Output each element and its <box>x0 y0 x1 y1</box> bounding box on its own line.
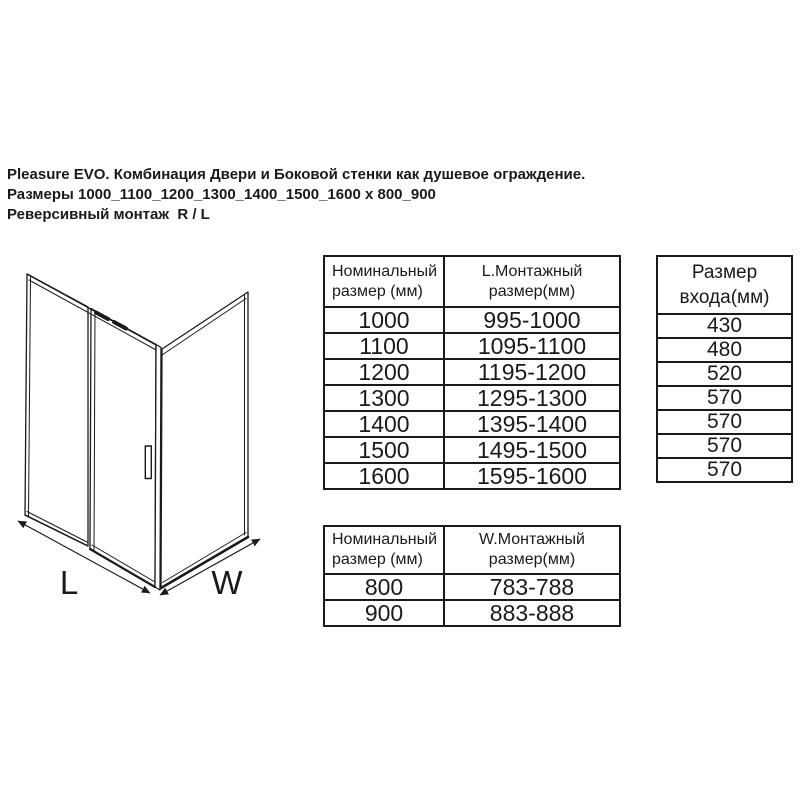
table-row <box>657 434 792 458</box>
length-table-header-nominal: Номинальный размер (мм) <box>324 256 444 307</box>
top-rail-inner <box>29 280 158 351</box>
table-row <box>324 411 620 437</box>
shower-enclosure-diagram <box>10 263 275 608</box>
nominal-size-cell: 1200 <box>324 359 444 385</box>
table-row <box>324 307 620 333</box>
mounting-size-cell: 1195-1200 <box>444 359 620 385</box>
width-dimension-arrow <box>160 539 260 595</box>
fixed-panel <box>25 274 88 546</box>
mounting-size-cell: 783-788 <box>444 574 620 600</box>
table-row <box>324 437 620 463</box>
table-row <box>657 458 792 482</box>
width-table-header-mounting: W.Монтажный размер(мм) <box>444 526 620 574</box>
entrance-size-table <box>656 255 793 483</box>
table-row <box>657 362 792 386</box>
entrance-size-cell: 480 <box>657 338 792 362</box>
table-row <box>657 338 792 362</box>
nominal-size-cell: 800 <box>324 574 444 600</box>
length-table-header-mounting: L.Монтажный размер(мм) <box>444 256 620 307</box>
length-dimension-label: L <box>59 564 79 601</box>
nominal-size-cell: 900 <box>324 600 444 626</box>
table-row <box>324 333 620 359</box>
nominal-size-cell: 1500 <box>324 437 444 463</box>
entrance-size-cell: 570 <box>657 434 792 458</box>
entrance-size-cell: 570 <box>657 410 792 434</box>
mounting-size-cell: 1095-1100 <box>444 333 620 359</box>
width-dimension-label: W <box>211 564 243 601</box>
title-block <box>7 165 585 225</box>
width-table-header-nominal: Номинальный размер (мм) <box>324 526 444 574</box>
table-row <box>657 410 792 434</box>
length-table-header-row <box>324 256 620 307</box>
table-row <box>324 385 620 411</box>
nominal-size-cell: 1100 <box>324 333 444 359</box>
nominal-size-cell: 1400 <box>324 411 444 437</box>
mounting-size-cell: 1395-1400 <box>444 411 620 437</box>
length-dimension-arrow <box>18 521 150 593</box>
mounting-size-cell: 1295-1300 <box>444 385 620 411</box>
table-row <box>324 574 620 600</box>
door-bottom-rail-inner <box>92 545 155 582</box>
entrance-size-cell: 570 <box>657 458 792 482</box>
front-bottom-rail-inner <box>27 512 88 543</box>
mounting-size-cell: 883-888 <box>444 600 620 626</box>
door-handle <box>145 446 151 479</box>
width-table-header-row <box>324 526 620 574</box>
door-bottom-rail <box>90 549 155 587</box>
mounting-size-cell: 1495-1500 <box>444 437 620 463</box>
table-row <box>324 359 620 385</box>
title-line-product: Pleasure EVO. Комбинация Двери и Боковой стенки как душевое ограждение. <box>7 166 586 183</box>
entrance-size-cell: 430 <box>657 314 792 338</box>
mounting-size-cell: 1595-1600 <box>444 463 620 489</box>
entrance-size-cell: 570 <box>657 386 792 410</box>
table-row <box>657 386 792 410</box>
length-size-table <box>323 255 621 490</box>
table-row <box>657 314 792 338</box>
nominal-size-cell: 1000 <box>324 307 444 333</box>
table-row <box>324 600 620 626</box>
side-panel-top-inner <box>162 299 246 356</box>
width-size-table <box>323 525 621 627</box>
entrance-size-cell: 520 <box>657 362 792 386</box>
door-stile-inner <box>94 312 95 552</box>
title-line-sizes: Размеры 1000_1100_1200_1300_1400_1500_1600 x 800_900 <box>7 186 436 203</box>
entrance-table-header: Размер входа(мм) <box>657 256 792 314</box>
nominal-size-cell: 1600 <box>324 463 444 489</box>
nominal-size-cell: 1300 <box>324 385 444 411</box>
title-line-mounting: Реверсивный монтаж R / L <box>7 206 210 223</box>
table-row <box>324 463 620 489</box>
entrance-table-header-row <box>657 256 792 314</box>
mounting-size-cell: 995-1000 <box>444 307 620 333</box>
corner-post <box>155 345 161 591</box>
fixed-panel-stile-inner <box>29 277 31 516</box>
